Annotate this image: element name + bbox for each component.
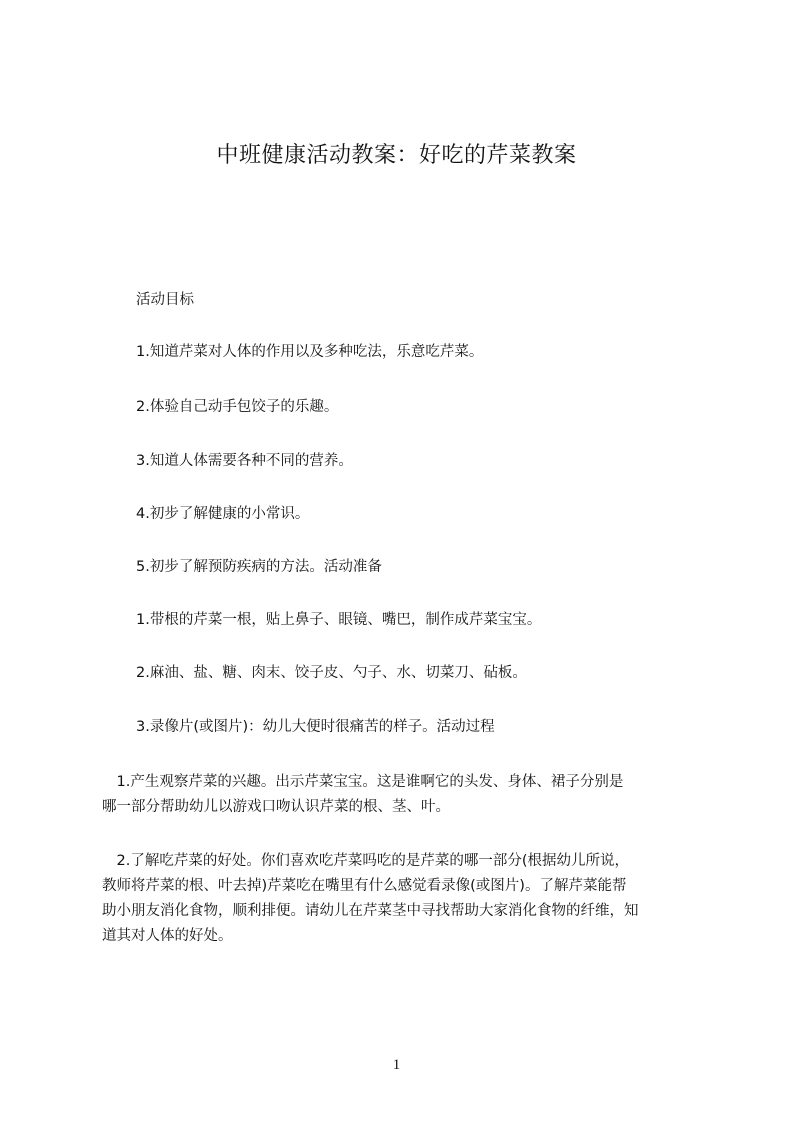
goal-item-3: 3.知道人体需要各种不同的营养。 — [136, 453, 353, 469]
paragraph-line: 哪一部分帮助幼儿以游戏口吻认识芹菜的根、茎、叶。 — [102, 799, 450, 815]
prep-item-3: 3.录像片(或图片)：幼儿大便时很痛苦的样子。活动过程 — [136, 719, 495, 735]
paragraph-line: 道其对人体的好处。 — [102, 928, 233, 944]
process-paragraph-2 — [102, 849, 700, 949]
section-heading-goals: 活动目标 — [136, 292, 194, 308]
prep-item-1: 1.带根的芹菜一根，贴上鼻子、眼镜、嘴巴，制作成芹菜宝宝。 — [136, 612, 542, 628]
paragraph-line: 1.产生观察芹菜的兴趣。出示芹菜宝宝。这是谁啊它的头发、身体、裙子分别是 — [102, 774, 624, 790]
page-number: 1 — [392, 1057, 401, 1073]
goal-item-2: 2.体验自己动手包饺子的乐趣。 — [136, 399, 339, 415]
goal-item-4: 4.初步了解健康的小常识。 — [136, 506, 310, 522]
prep-item-2: 2.麻油、盐、糖、肉末、饺子皮、勺子、水、切菜刀、砧板。 — [136, 665, 527, 681]
process-paragraph-1 — [102, 770, 700, 820]
document-title: 中班健康活动教案：好吃的芹菜教案 — [216, 143, 577, 168]
goal-item-5: 5.初步了解预防疾病的方法。活动准备 — [136, 559, 382, 575]
paragraph-line: 2.了解吃芹菜的好处。你们喜欢吃芹菜吗吃的是芹菜的哪一部分(根据幼儿所说， — [102, 853, 629, 869]
goal-item-1: 1.知道芹菜对人体的作用以及多种吃法，乐意吃芹菜。 — [136, 344, 484, 360]
paragraph-line: 教师将芹菜的根、叶去掉)芹菜吃在嘴里有什么感觉看录像(或图片)。了解芹菜能帮 — [102, 878, 627, 894]
paragraph-line: 助小朋友消化食物，顺利排便。请幼儿在芹菜茎中寻找帮助大家消化食物的纤维，知 — [102, 903, 639, 919]
